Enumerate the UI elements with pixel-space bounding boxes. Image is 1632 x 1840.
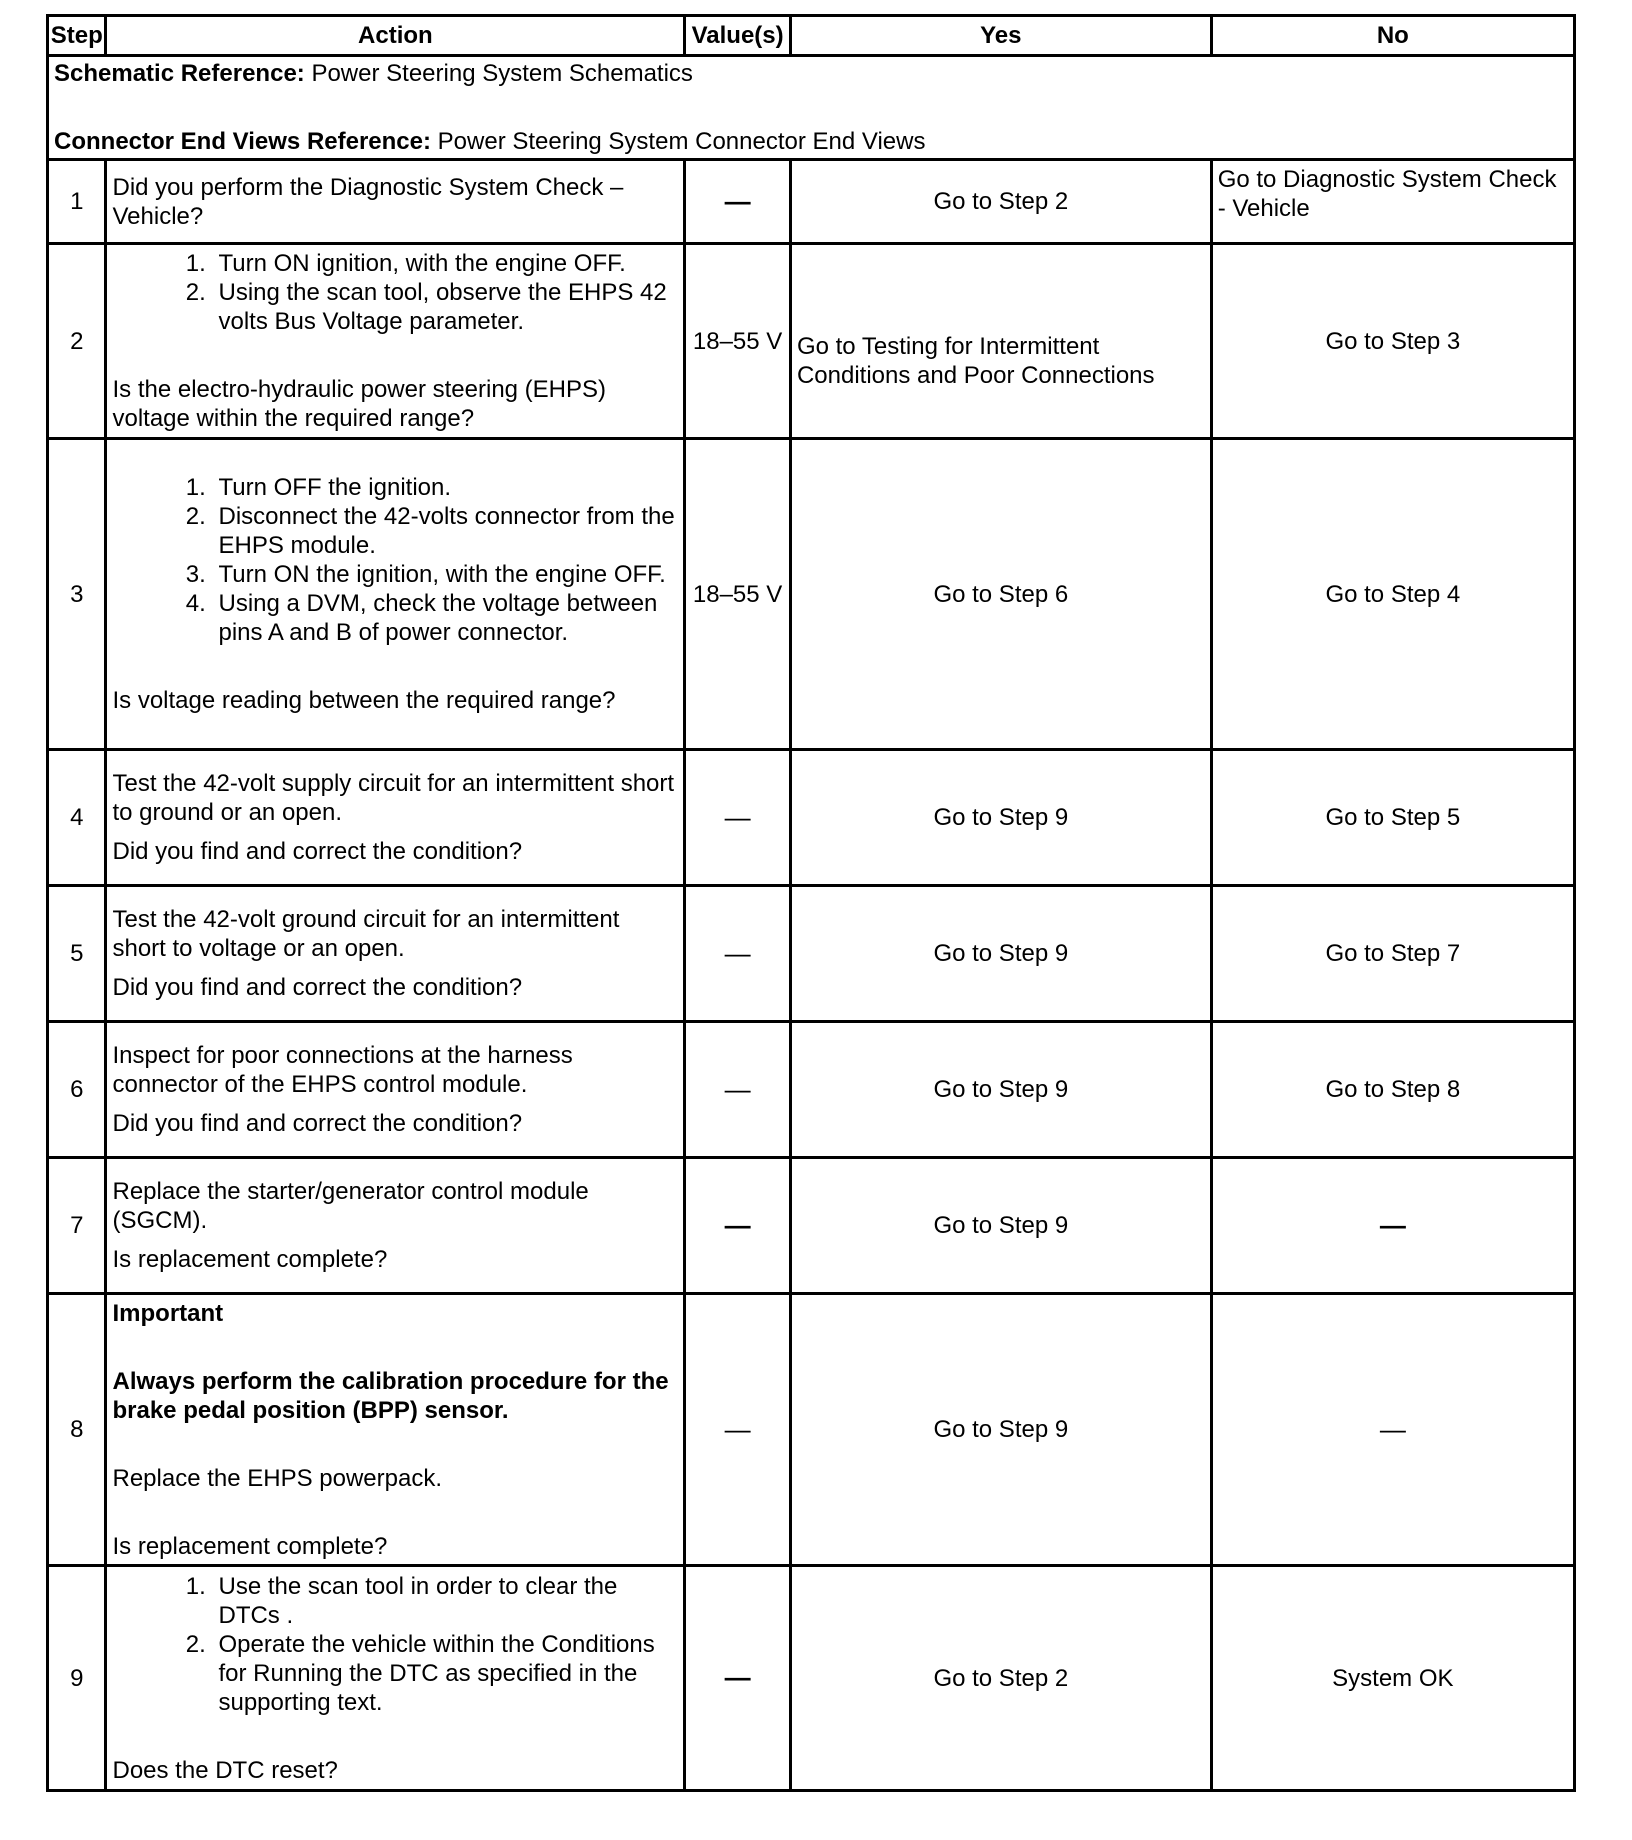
substep-item: 3. Turn ON the ignition, with the engine OFF. <box>212 560 678 589</box>
substep-item: 1. Use the scan tool in order to clear the DTCs . <box>212 1572 678 1630</box>
substep-item: 4. Using a DVM, check the voltage between pins A and B of power connector. <box>212 589 678 647</box>
reference-cell <box>48 56 1575 160</box>
header-row <box>48 16 1575 56</box>
value-text: — <box>724 937 751 968</box>
table-row <box>48 1158 1575 1294</box>
action-cell <box>106 160 685 244</box>
question-text: Is replacement complete? <box>112 1246 388 1273</box>
no-link[interactable]: Go to Diagnostic System Check - Vehicle <box>1217 166 1557 222</box>
value-cell <box>685 1022 791 1158</box>
question-text: Did you find and correct the condition? <box>112 974 523 1001</box>
action-text: Replace the starter/generator control module (SGCM). <box>112 1178 589 1234</box>
value-text: 18–55 V <box>692 580 783 608</box>
yes-cell <box>790 1294 1211 1566</box>
step-number: 5 <box>48 886 106 1022</box>
value-text: — <box>724 185 751 216</box>
action-cell <box>106 244 685 439</box>
yes-link[interactable]: Go to Step 9 <box>933 940 1069 967</box>
yes-cell <box>790 1022 1211 1158</box>
no-cell <box>1211 886 1574 1022</box>
yes-link[interactable]: Go to Step 2 <box>933 1664 1069 1692</box>
action-cell <box>106 1158 685 1294</box>
action-text: Replace the EHPS powerpack. <box>112 1464 442 1492</box>
header-action: Action <box>106 16 685 56</box>
table-row <box>48 886 1575 1022</box>
yes-link[interactable]: Go to Step 2 <box>933 188 1069 215</box>
no-cell <box>1211 160 1574 244</box>
value-text: — <box>724 1209 751 1240</box>
header-yes: Yes <box>790 16 1211 56</box>
substep-item: 1. Turn OFF the ignition. <box>212 473 678 502</box>
step-number: 9 <box>48 1566 106 1791</box>
reference-row <box>48 56 1575 160</box>
table-row <box>48 1566 1575 1791</box>
table-row <box>48 160 1575 244</box>
question-text: Does the DTC reset? <box>112 1756 338 1784</box>
step-number: 8 <box>48 1294 106 1566</box>
action-cell <box>106 1022 685 1158</box>
value-text: — <box>724 1413 751 1444</box>
step-number: 2 <box>48 244 106 439</box>
no-cell <box>1211 750 1574 886</box>
table-row <box>48 1022 1575 1158</box>
table-row <box>48 439 1575 750</box>
no-text: — <box>1379 1209 1406 1240</box>
yes-link[interactable]: Go to Step 9 <box>933 1416 1069 1443</box>
step-number: 4 <box>48 750 106 886</box>
question-text: Did you find and correct the condition? <box>112 1110 523 1137</box>
connector-reference-link[interactable]: Power Steering System Connector End Views <box>437 128 926 155</box>
header-values: Value(s) <box>685 16 791 56</box>
yes-link[interactable]: Go to Step 6 <box>933 580 1069 608</box>
no-cell <box>1211 244 1574 439</box>
value-cell <box>685 160 791 244</box>
yes-cell <box>790 160 1211 244</box>
yes-cell <box>790 244 1211 439</box>
diagnostic-table-sheet <box>46 14 1576 1792</box>
action-text: Did you perform the Diagnostic System Check – Vehicle? <box>112 173 624 230</box>
yes-link[interactable]: Go to Step 9 <box>933 1076 1069 1103</box>
step-number: 6 <box>48 1022 106 1158</box>
action-text: Inspect for poor connections at the harness connector of the EHPS control module. <box>112 1042 573 1098</box>
action-text: Test the 42-volt ground circuit for an intermittent short to voltage or an open. <box>112 906 620 962</box>
action-cell <box>106 750 685 886</box>
table-row <box>48 1294 1575 1566</box>
no-cell <box>1211 439 1574 750</box>
no-cell <box>1211 1158 1574 1294</box>
yes-link[interactable]: Go to Step 9 <box>933 804 1069 831</box>
substep-item: 2. Disconnect the 42-volts connector from the EHPS module. <box>212 502 678 560</box>
value-cell <box>685 244 791 439</box>
action-text: Test the 42-volt supply circuit for an intermittent short to ground or an open. <box>112 770 675 826</box>
step-number: 1 <box>48 160 106 244</box>
step-number: 7 <box>48 1158 106 1294</box>
value-text: 18–55 V <box>692 327 783 355</box>
value-cell <box>685 439 791 750</box>
no-cell <box>1211 1294 1574 1566</box>
value-cell <box>685 886 791 1022</box>
no-cell <box>1211 1022 1574 1158</box>
substep-list <box>112 1572 678 1717</box>
value-text: — <box>724 801 751 832</box>
action-cell <box>106 1294 685 1566</box>
value-cell <box>685 750 791 886</box>
substep-item: 1. Turn ON ignition, with the engine OFF. <box>212 249 678 278</box>
question-text: Is voltage reading between the required range? <box>112 687 616 714</box>
yes-link[interactable]: Go to Testing for Intermittent Conditions and Poor Connections <box>796 333 1155 389</box>
action-cell <box>106 1566 685 1791</box>
no-text: — <box>1379 1413 1406 1444</box>
no-link[interactable]: Go to Step 4 <box>1325 580 1461 608</box>
table-row <box>48 750 1575 886</box>
yes-cell <box>790 1566 1211 1791</box>
value-cell <box>685 1294 791 1566</box>
value-text: — <box>724 1073 751 1104</box>
substep-item: 2. Operate the vehicle within the Conditions for Running the DTC as specified in the supporting text. <box>212 1630 678 1717</box>
schematic-reference-link[interactable]: Power Steering System Schematics <box>311 60 693 87</box>
question-text: Is replacement complete? <box>112 1532 388 1560</box>
table-row <box>48 244 1575 439</box>
diagnostic-table <box>46 14 1576 1792</box>
schematic-reference-label: Schematic Reference: <box>54 60 305 87</box>
no-link[interactable]: Go to Step 7 <box>1325 940 1461 967</box>
no-text: System OK <box>1332 1664 1454 1692</box>
important-note: Always perform the calibration procedure for the brake pedal position (BPP) sensor. <box>112 1367 669 1424</box>
yes-link[interactable]: Go to Step 9 <box>933 1212 1069 1239</box>
action-cell <box>106 439 685 750</box>
action-cell <box>106 886 685 1022</box>
important-label: Important <box>112 1299 224 1327</box>
question-text: Did you find and correct the condition? <box>112 838 523 865</box>
yes-cell <box>790 1158 1211 1294</box>
no-link[interactable]: Go to Step 3 <box>1325 327 1461 355</box>
no-link[interactable]: Go to Step 8 <box>1325 1076 1461 1103</box>
question-text: Is the electro-hydraulic power steering (EHPS) voltage within the required range? <box>112 376 607 432</box>
step-number: 3 <box>48 439 106 750</box>
substep-list <box>112 249 678 336</box>
substep-list <box>112 473 678 647</box>
no-cell <box>1211 1566 1574 1791</box>
yes-cell <box>790 886 1211 1022</box>
value-text: — <box>724 1662 751 1692</box>
yes-cell <box>790 750 1211 886</box>
header-step: Step <box>48 16 106 56</box>
value-cell <box>685 1158 791 1294</box>
yes-cell <box>790 439 1211 750</box>
substep-item: 2. Using the scan tool, observe the EHPS 42 volts Bus Voltage parameter. <box>212 278 678 336</box>
header-no: No <box>1211 16 1574 56</box>
connector-reference-label: Connector End Views Reference: <box>54 128 431 155</box>
no-link[interactable]: Go to Step 5 <box>1325 804 1461 831</box>
value-cell <box>685 1566 791 1791</box>
